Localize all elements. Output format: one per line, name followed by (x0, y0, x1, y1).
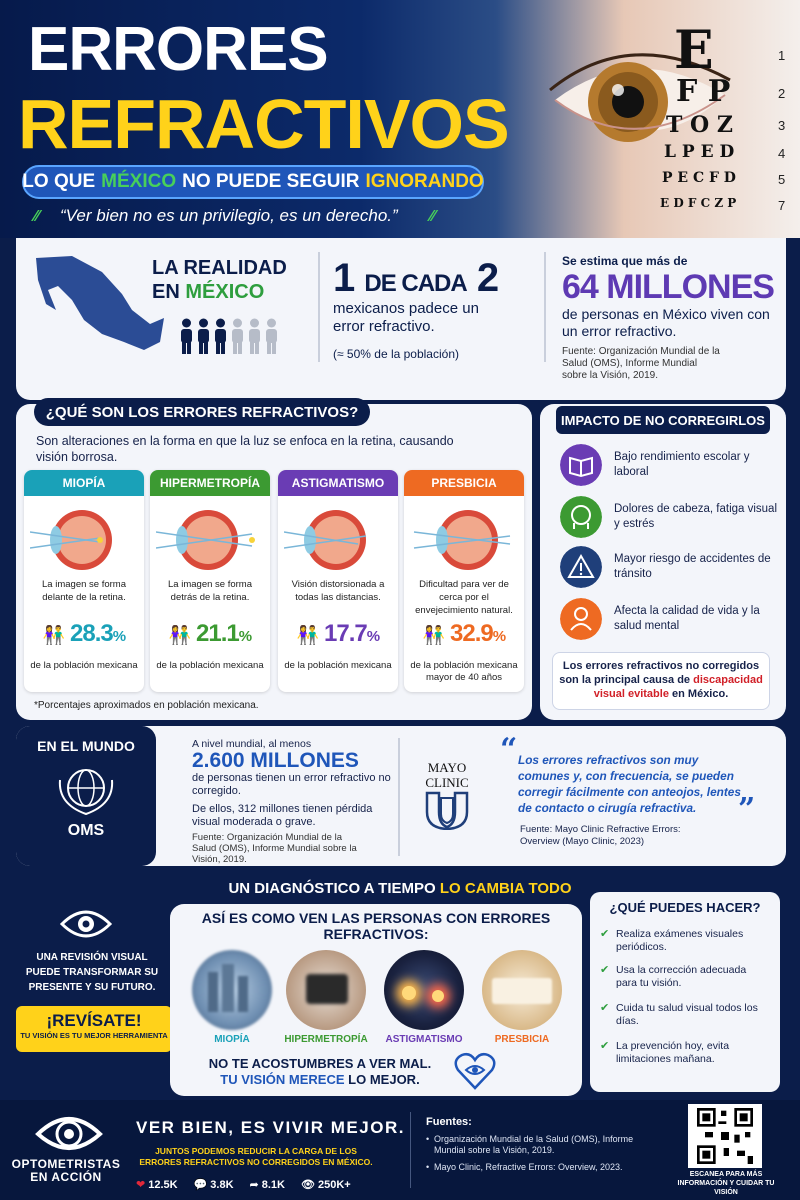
estimate-big-number: 64 MILLONES (562, 268, 774, 306)
stat-one-in-two (333, 256, 498, 301)
impact-summary-a: Los errores refractivos no corregidos son la principal causa de (559, 660, 760, 686)
card-description: Visión distorsionada a todas las distancias. (291, 579, 385, 603)
card-title: PRESBICIA (404, 470, 524, 496)
sim-label: PRESBICIA (494, 1034, 550, 1045)
card-title: MIOPÍA (24, 470, 144, 496)
impact-item-mental (560, 598, 780, 644)
chart-num-2: 2 (778, 86, 786, 101)
world-severity: De ellos, 312 millones tienen pérdida visual moderada o grave. (192, 803, 373, 828)
source-item: • Mayo Clinic, Refractive Errors: Overview, 2023. (426, 1162, 656, 1173)
card-stat-unit: % (492, 628, 506, 645)
estimate-source: Fuente: Organización Mundial de la Salud (OMS), Informe Mundial sobre la Visión, 2019. (562, 346, 720, 381)
impact-text: Afecta la calidad de vida y la salud mental (614, 605, 760, 632)
who-globe-icon (54, 760, 118, 818)
todo-item: ✔ Cuida tu salud visual todos los días. (600, 1002, 770, 1028)
mayo-quote-source: Fuente: Mayo Clinic Refractive Errors: Overview (Mayo Clinic, 2023) (520, 824, 681, 847)
reality-title-en: EN (152, 281, 180, 303)
mayo-quote: Los errores refractivos son muy comunes y, con frecuencia, se pueden corregir fácilmente con anteojos, lentes de contacto o cirugía refractiva. (518, 753, 741, 815)
impact-title: IMPACTO DE NO CORREGIRLOS (556, 406, 770, 434)
card-astigmatismo (278, 470, 398, 692)
impact-text: Bajo rendimiento escolar y laboral (614, 451, 750, 478)
reality-title-mexico: MÉXICO (185, 281, 265, 303)
source-item: • Organización Mundial de la Salud (OMS), Informe Mundial sobre la Visión, 2019. (426, 1134, 656, 1156)
card-stat-unit: % (366, 628, 380, 645)
mayo-shield-icon (424, 790, 470, 830)
chart-row-3: T O Z (666, 112, 733, 138)
hero-quote: “Ver bien no es un privilegio, es un derecho.” (60, 206, 398, 225)
hero-title-line1: ERRORES (28, 15, 328, 84)
revisate-button-sub: TU VISIÓN ES TU MEJOR HERRAMIENTA (20, 1031, 168, 1040)
todo-item: ✔ Usa la corrección adecuada para tu visión. (600, 964, 770, 990)
diagnosis-title-a: UN DIAGNÓSTICO A TIEMPO (228, 880, 436, 897)
likes-count: 12.5K (148, 1178, 178, 1191)
quote-deco-left: ⁄⁄ (34, 208, 40, 225)
comment-icon: 💬 (193, 1179, 208, 1191)
comments-stat[interactable] (194, 1178, 234, 1191)
person-icon-grey (265, 318, 278, 354)
stat-description: mexicanos padece un error refractivo. (333, 300, 479, 335)
no-acostumbres-line2a: TU VISIÓN MERECE (220, 1072, 345, 1087)
card-stat-unit: % (112, 628, 126, 645)
people-pair-icon: 👫 (42, 625, 65, 645)
sim-astigmatismo-image (384, 950, 464, 1030)
comments-count: 3.8K (210, 1178, 234, 1191)
card-stat-unit: % (238, 628, 252, 645)
likes-stat[interactable] (136, 1178, 178, 1191)
mayo-logo-line1: MAYO (427, 760, 467, 775)
card-description: La imagen se forma detrás de la retina. (168, 579, 252, 603)
no-acostumbres-text (170, 1056, 470, 1088)
chart-num-3: 3 (778, 118, 786, 133)
footer-slogan: VER BIEN, ES VIVIR MEJOR. (136, 1118, 405, 1137)
qr-code-icon[interactable] (688, 1104, 762, 1168)
diagnosis-title-b: LO CAMBIA TODO (439, 880, 572, 897)
chart-row-6: E D F C Z P (660, 196, 737, 210)
impact-summary-highlight: discapacidad visual evitable (593, 674, 763, 700)
heart-icon: ❤ (136, 1179, 146, 1191)
logo-text-line2: EN ACCIÓN (30, 1170, 102, 1184)
world-org: OMS (67, 822, 105, 839)
logo-text-line1: OPTOMETRISTAS (11, 1157, 121, 1171)
person-icon (560, 598, 602, 640)
quote-close-icon: ” (738, 792, 756, 827)
estimate-prefix: Se estima que más de (562, 254, 688, 268)
card-footnote: de la población mexicana (284, 660, 392, 671)
what-title: ¿QUÉ SON LOS ERRORES REFRACTIVOS? (34, 398, 370, 426)
card-stat (278, 620, 398, 648)
chart-row-2: F P (676, 74, 731, 109)
estimate-description: de personas en México viven con un error refractivo. (562, 306, 770, 339)
card-presbicia (404, 470, 524, 692)
card-description: Dificultad para ver de cerca por el envejecimiento natural. (415, 579, 513, 616)
stat-two: 2 (476, 256, 499, 300)
no-acostumbres-line2b: LO MEJOR. (348, 1072, 420, 1087)
eye-diagram-icon (156, 502, 264, 574)
card-stat-value: 28.3 (70, 620, 113, 647)
shares-count: 8.1K (261, 1178, 285, 1191)
views-count: 250K+ (317, 1178, 351, 1191)
mayo-clinic-logo (412, 760, 482, 833)
people-pair-icon: 👫 (296, 625, 319, 645)
what-note: *Porcentajes aproximados en población mexicana. (34, 700, 259, 711)
book-icon (560, 444, 602, 486)
card-stat (24, 620, 144, 648)
divider (398, 738, 400, 856)
stat-one: 1 (333, 256, 355, 300)
eye-diagram-icon (284, 502, 392, 574)
impact-summary-c: en México. (672, 688, 729, 700)
mexico-map-icon (32, 250, 172, 360)
reality-title (152, 256, 287, 304)
person-icon (214, 318, 227, 354)
eye-outline-icon (60, 904, 112, 944)
world-big-number: 2.600 MILLONES (192, 749, 359, 772)
sim-miopia-image (192, 950, 272, 1030)
impact-item-traffic (560, 546, 780, 592)
share-icon: ➦ (249, 1179, 259, 1191)
subtitle-part-d: IGNORANDO (365, 171, 484, 192)
head-icon (560, 496, 602, 538)
person-icon (180, 318, 193, 354)
card-description: La imagen se forma delante de la retina. (42, 579, 126, 603)
world-source: Fuente: Organización Mundial de la Salud (OMS), Informe Mundial sobre la Visión, 2019. (192, 832, 357, 865)
chart-row-4: L P E D (664, 142, 735, 162)
card-stat-value: 21.1 (196, 620, 239, 647)
quote-deco-right: ⁄⁄ (430, 208, 436, 225)
impact-text: Mayor riesgo de accidentes de tránsito (614, 553, 771, 580)
card-title: ASTIGMATISMO (278, 470, 398, 496)
card-title: HIPERMETROPÍA (150, 470, 270, 496)
todo-title: ¿QUÉ PUEDES HACER? (609, 900, 761, 915)
qr-text: ESCANEA PARA MÁS INFORMACIÓN Y CUIDAR TU VISIÓN (677, 1171, 775, 1196)
card-stat-value: 17.7 (324, 620, 367, 647)
revisate-button-label: ¡REVÍSATE! (46, 1011, 142, 1030)
chart-num-6: 7 (778, 198, 786, 213)
social-stats (136, 1178, 351, 1191)
what-description: Son alteraciones en la forma en que la luz se enfoca en la retina, causando visión borrosa. (36, 434, 454, 464)
impact-item-headache (560, 496, 780, 542)
card-footnote: de la población mexicana (30, 660, 138, 671)
todo-item: ✔ Realiza exámenes visuales periódicos. (600, 928, 770, 954)
world-description: de personas tienen un error refractivo no corregido. (192, 772, 391, 797)
person-icon-grey (231, 318, 244, 354)
footer-divider (410, 1112, 411, 1188)
card-stat-value: 32.9 (450, 620, 493, 647)
quote-open-icon: “ (500, 732, 518, 767)
shares-stat[interactable] (250, 1178, 285, 1191)
hero-subtitle (22, 165, 484, 199)
views-stat[interactable] (301, 1178, 351, 1191)
card-footnote: de la población mexicana mayor de 40 años (410, 660, 518, 683)
person-icon (197, 318, 210, 354)
heart-eye-icon (454, 1052, 496, 1090)
card-hipermetropia (150, 470, 270, 692)
subtitle-part-a: LO QUE (22, 171, 96, 192)
card-stat (150, 620, 270, 648)
people-pair-icon: 👫 (168, 625, 191, 645)
divider (318, 252, 320, 362)
people-icons (180, 318, 278, 354)
impact-text: Dolores de cabeza, fatiga visual y estrés (614, 503, 778, 530)
sim-presbicia-image (482, 950, 562, 1030)
world-title: EN EL MUNDO (37, 738, 135, 754)
footer-juntos: JUNTOS PODEMOS REDUCIR LA CARGA DE LOS ERRORES REFRACTIVOS NO CORREGIDOS EN MÉXICO. (139, 1146, 373, 1167)
sim-label: ASTIGMATISMO (385, 1034, 463, 1045)
todo-item: ✔ La prevención hoy, evita limitaciones mañana. (600, 1040, 770, 1066)
people-pair-icon: 👫 (422, 625, 445, 645)
chart-num-4: 4 (778, 146, 786, 161)
chart-row-1: E (674, 20, 714, 81)
sources-title: Fuentes: (426, 1116, 472, 1128)
eye-icon: 👁 (301, 1179, 315, 1191)
card-stat (404, 620, 524, 648)
stat-de-cada: DE CADA (364, 270, 467, 297)
revisate-button[interactable] (16, 1006, 172, 1052)
divider (544, 252, 546, 362)
impact-item-school (560, 444, 780, 490)
eye-diagram-icon (30, 502, 138, 574)
vision-simulation-title: ASÍ ES COMO VEN LAS PERSONAS CON ERRORES REFRACTIVOS: (201, 910, 551, 942)
stat-percentage: (≈ 50% de la población) (333, 347, 459, 361)
optometristas-logo-icon (34, 1108, 104, 1158)
subtitle-part-c: NO PUEDE SEGUIR (182, 171, 360, 192)
eye-diagram-icon (410, 502, 518, 574)
sim-hipermetropia-image (286, 950, 366, 1030)
impact-summary-box (552, 652, 770, 710)
hero-title-line2: REFRACTIVOS (18, 85, 509, 163)
reality-title-line1: LA REALIDAD (152, 257, 287, 279)
chart-row-5: P E C F D (662, 170, 736, 186)
sim-label: MIOPÍA (214, 1034, 250, 1045)
subtitle-part-b: MÉXICO (101, 171, 177, 192)
sim-label: HIPERMETROPÍA (284, 1034, 368, 1045)
revision-text: UNA REVISIÓN VISUAL PUEDE TRANSFORMAR SU PRESENTE Y SU FUTURO. (25, 952, 159, 993)
person-icon-grey (248, 318, 261, 354)
card-footnote: de la población mexicana (156, 660, 264, 671)
world-prefix: A nivel mundial, al menos (192, 738, 312, 750)
warning-road-icon (560, 546, 602, 588)
chart-num-5: 5 (778, 172, 786, 187)
chart-num-1: 1 (778, 48, 786, 63)
no-acostumbres-line1: NO TE ACOSTUMBRES A VER MAL. (208, 1056, 432, 1071)
logo-text (6, 1158, 126, 1184)
mayo-logo-line2: CLINIC (425, 775, 469, 790)
card-miopia (24, 470, 144, 692)
